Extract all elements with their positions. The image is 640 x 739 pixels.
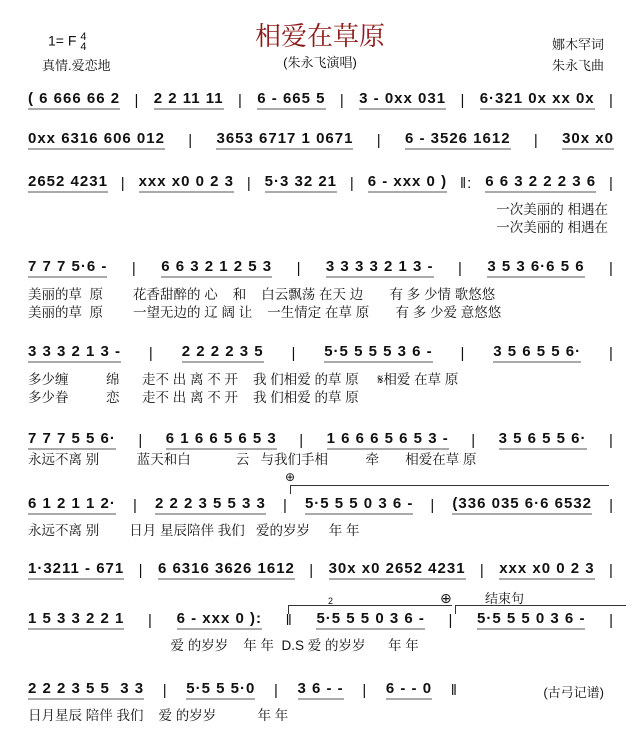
measure: 5·5 5 5 5 3 6 - [324,343,432,363]
barline: | [609,259,614,277]
barline: | [609,91,614,109]
measure: 7 7 7 5 5 6· [28,430,116,450]
lyric-line: 多少缠 绵 走不 出 离 不 开 我 们相爱 的草 原 𝄋相爱 在草 原 [28,372,459,387]
measure: 2 2 2 3 5 5 3 3 [28,680,144,700]
barline: | [460,91,466,109]
barline: ‖ [450,681,458,699]
barline: | [430,496,436,514]
barline: | [339,91,345,109]
measure: 5·5 5 5 0 3 6 - [305,495,413,515]
measure: 6 1 6 6 5 6 5 3 [166,430,277,450]
measure: 3 5 6 5 5 6· [499,430,587,450]
lyric-line: 爱 的岁岁 年 年 D.S 爱 的岁岁 年 年 [28,638,419,653]
lyric-line: 多少眷 恋 走不 出 离 不 开 我 们相爱 的草 原 [28,390,359,405]
key-signature [48,32,87,52]
measure: 6 - - 0 [386,680,432,700]
measure: 2 2 2 3 5 5 3 3 [155,495,266,515]
barline: | [132,496,138,514]
measure: 5·5 5 5 0 3 6 - [477,610,585,630]
barline: ‖ [285,611,293,629]
barline: | [246,174,252,192]
measure: 2 2 11 11 [154,90,224,110]
barline: | [188,131,194,149]
notation-row [28,495,614,515]
barline: | [457,259,463,277]
barline: | [349,174,355,192]
coda-icon-2: ⊕ [440,590,452,606]
ending-label: 结束句 [485,591,525,606]
measure: 3653 6717 1 0671 [216,130,353,150]
measure: 30x x0 [562,130,614,150]
measure: 3 3 3 3 2 1 3 - [326,258,434,278]
notation-row [28,430,614,450]
measure: 5·3 32 21 [265,173,337,193]
barline: | [309,561,315,579]
measure: xxx x0 0 2 3 [499,560,594,580]
barline: | [609,611,614,629]
coda-icon: ⊕ [285,470,296,484]
barline: | [299,431,305,449]
measure: ( 6 666 66 2 [28,90,120,110]
barline: | [131,259,137,277]
measure: 30x x0 2652 4231 [329,560,466,580]
measure: 3 5 6 5 5 6· [493,343,581,363]
lyric-line: 日月星辰 陪伴 我们 爱 的岁岁 年 年 [28,708,289,723]
key: 1= F [48,32,77,49]
volta-1 [290,485,609,494]
notation-row [28,258,614,278]
notation-row [28,560,614,580]
measure: (336 035 6·6 6532 [452,495,592,515]
barline: | [471,431,477,449]
time-top: 4 [80,31,87,43]
notation-row [28,610,614,630]
barline: | [148,611,153,629]
measure: 6 - 3526 1612 [405,130,511,150]
measure: 6 - xxx 0 ): [177,610,262,630]
barline: | [460,344,466,362]
barline: | [134,91,140,109]
lyric-line: 永远不离 别 蓝天和白 云 与我们手相 牵 相爱在草 原 [28,452,477,467]
barline: | [609,344,614,362]
barline: | [533,131,539,149]
composer: 朱永飞曲 [551,58,604,73]
measure: 1 5 3 3 2 2 1 [28,610,124,630]
time-bottom: 4 [80,41,87,53]
barline: | [479,561,485,579]
lyric-line: 一次美丽的 相遇在 [496,220,608,235]
barline: | [120,174,126,192]
measure: 2652 4231 [28,173,108,193]
barline: | [448,611,454,629]
measure: 5·5 5 5 0 3 6 - [316,610,424,630]
measure: 6 6 3 2 2 2 3 6 [485,173,596,193]
expression: 真情.爱恋地 [42,58,111,73]
measure: 6·321 0x xx 0x [480,90,595,110]
notation-row [28,130,614,150]
lyricist: 娜木罕词 [551,37,604,52]
barline: | [608,174,614,192]
lyric-line: 永远不离 别 日月 星辰陪伴 我们 爱的岁岁 年 年 [28,523,360,538]
notation-row [28,680,458,700]
measure: 7 7 7 5·6 - [28,258,107,278]
measure: 2 2 2 2 3 5 [182,343,264,363]
barline: | [609,496,614,514]
barline: | [376,131,382,149]
measure: 3 6 - - [298,680,344,700]
measure: 3 - 0xx 031 [359,90,446,110]
measure: 6 - xxx 0 ) [368,173,447,193]
lyric-line: 美丽的草 原 花香甜醉的 心 和 白云飘荡 在天 边 有 多 少情 歌悠悠 [28,287,496,302]
barline: | [291,344,297,362]
barline: | [296,259,302,277]
measure: 3 5 3 6·6 5 6 [487,258,584,278]
measure: 0xx 6316 606 012 [28,130,165,150]
measure: 6 - 665 5 [257,90,325,110]
notation-row [28,343,614,363]
barline: | [273,681,279,699]
measure: 1·3211 - 671 [28,560,124,580]
barline: ‖: [459,174,473,192]
barline: | [609,431,614,449]
notation-row [28,173,614,193]
barline: | [362,681,368,699]
lyric-line: 美丽的草 原 一望无边的 辽 阔 让 一生情定 在草 原 有 多 少爱 意悠悠 [28,305,502,320]
lyric-line: 一次美丽的 相遇在 [496,202,608,217]
barline: | [238,91,243,109]
barline: | [609,561,614,579]
measure: 3 3 3 2 1 3 - [28,343,121,363]
barline: | [162,681,168,699]
barline: | [148,344,154,362]
measure: 5·5 5 5·0 [186,680,255,700]
measure: 6 6 3 2 1 2 5 3 [161,258,272,278]
barline: | [138,561,144,579]
transcriber-credit: (古弓记谱) [543,685,604,700]
song-title: 相爱在草原 [254,21,385,51]
barline: | [282,496,288,514]
measure: 6 6316 3626 1612 [158,560,295,580]
measure: xxx x0 0 2 3 [139,173,234,193]
measure: 6 1 2 1 1 2· [28,495,116,515]
singer: (朱永飞演唱) [283,55,357,70]
measure: 1 6 6 6 5 6 5 3 - [327,430,449,450]
volta-number: 2 [328,596,334,606]
time-signature [80,32,86,52]
barline: | [138,431,144,449]
notation-row [28,90,614,110]
